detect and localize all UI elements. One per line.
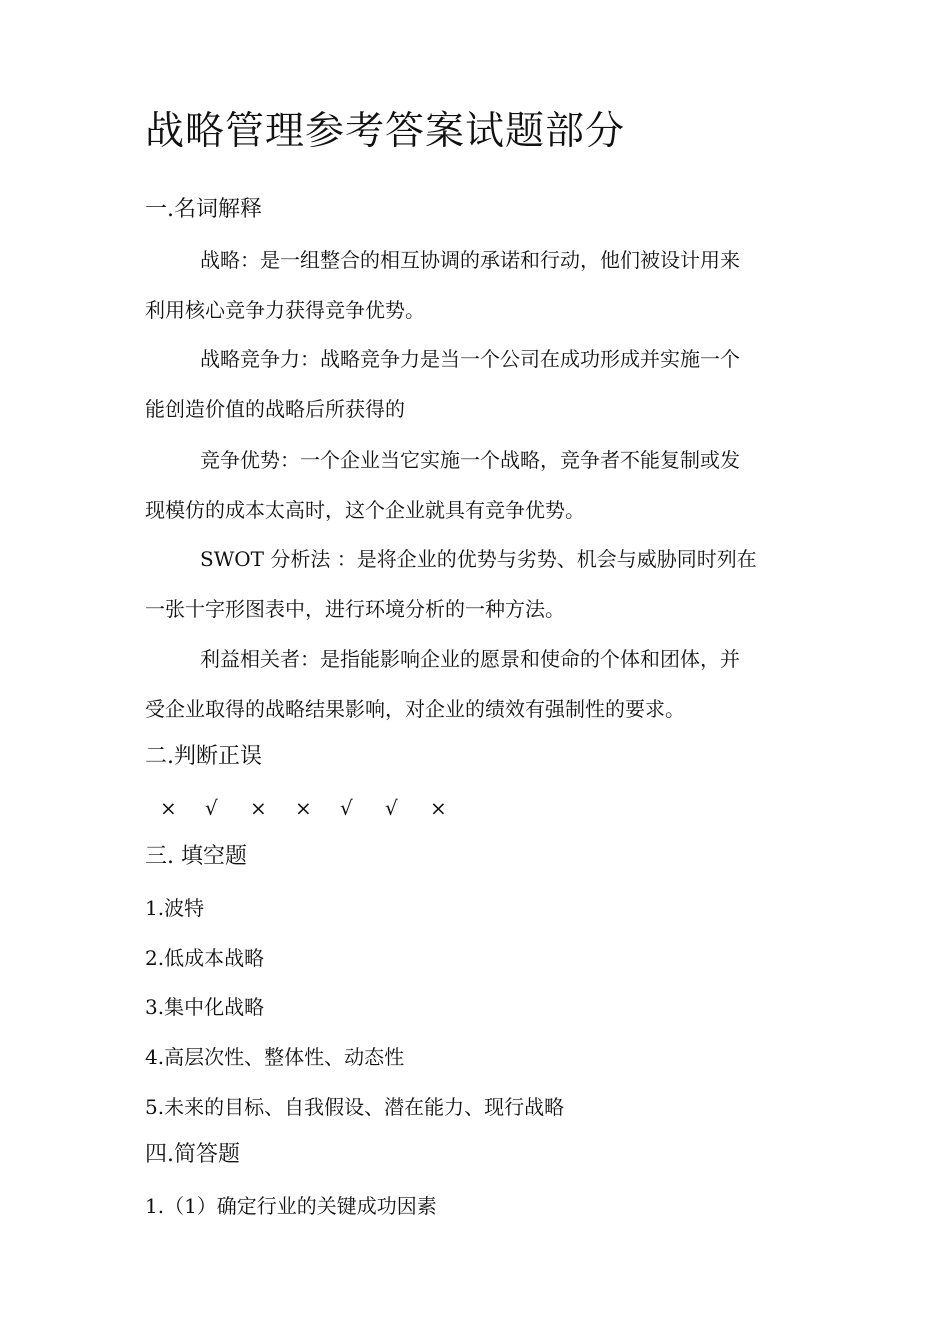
true-false-answers — [160, 794, 475, 822]
term-stakeholders-line2: 受企业取得的战略结果影响，对企业的绩效有强制性的要求。 — [145, 697, 685, 721]
fill-answer-4: 4.高层次性、整体性、动态性 — [145, 1045, 405, 1069]
answer-mark: √ — [205, 796, 218, 820]
fill-answer-1: 1.波特 — [145, 896, 205, 920]
answer-mark: × — [160, 796, 177, 820]
term-advantage-line1: 竞争优势：一个企业当它实施一个战略，竞争者不能复制或发 — [200, 448, 740, 472]
answer-mark: √ — [385, 796, 398, 820]
fill-answer-5: 5.未来的目标、自我假设、潜在能力、现行战略 — [145, 1095, 565, 1119]
section-heading-short-answer: 四.简答题 — [145, 1142, 240, 1167]
fill-answer-3: 3.集中化战略 — [145, 995, 265, 1019]
answer-mark: × — [295, 796, 312, 820]
term-stakeholders-line1: 利益相关者：是指能影响企业的愿景和使命的个体和团体，并 — [200, 647, 740, 671]
term-strategy-line1: 战略：是一组整合的相互协调的承诺和行动，他们被设计用来 — [200, 248, 740, 272]
short-answer-1: 1.（1）确定行业的关键成功因素 — [145, 1194, 437, 1218]
term-swot-line1: SWOT 分析法 ：是将企业的优势与劣势、机会与威胁同时列在 — [200, 547, 757, 571]
section-heading-fill-blank: 三. 填空题 — [145, 844, 247, 869]
answer-mark: √ — [340, 796, 353, 820]
document-title: 战略管理参考答案试题部分 — [145, 109, 626, 154]
answer-mark: × — [430, 796, 447, 820]
section-heading-true-false: 二.判断正误 — [145, 744, 262, 769]
fill-answer-2: 2.低成本战略 — [145, 946, 265, 970]
term-competitiveness-line2: 能创造价值的战略后所获得的 — [145, 397, 405, 421]
term-strategy-line2: 利用核心竞争力获得竞争优势。 — [145, 298, 425, 322]
section-heading-terms: 一.名词解释 — [145, 197, 262, 222]
term-swot-line2: 一张十字形图表中，进行环境分析的一种方法。 — [145, 597, 565, 621]
term-competitiveness-line1: 战略竞争力：战略竞争力是当一个公司在成功形成并实施一个 — [200, 347, 740, 371]
answer-mark: × — [250, 796, 267, 820]
term-advantage-line2: 现模仿的成本太高时，这个企业就具有竞争优势。 — [145, 498, 585, 522]
